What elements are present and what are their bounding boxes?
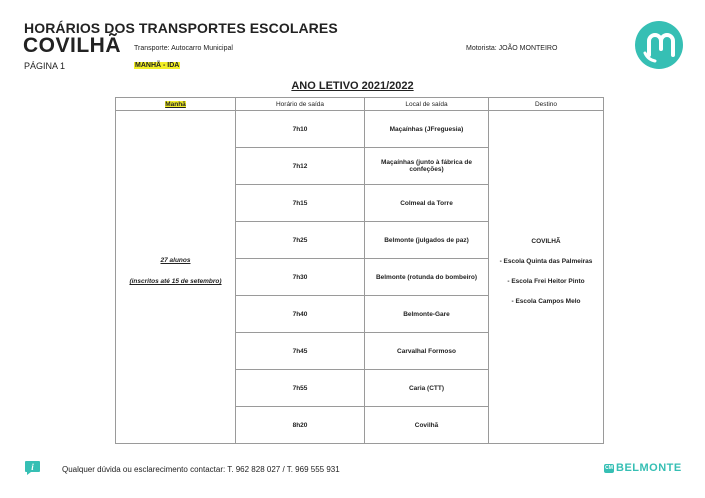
students-note: (inscritos até 15 de setembro) — [129, 278, 222, 285]
table-row — [116, 111, 604, 148]
departure-place: Belmonte-Gare — [365, 296, 489, 333]
header-departure-time: Horário de saída — [236, 98, 365, 111]
destination-cell — [489, 111, 604, 444]
students-cell — [116, 111, 236, 444]
contact-info: Qualquer dúvida ou esclarecimento contactar: T. 962 828 027 / T. 969 555 931 — [62, 465, 340, 474]
header-shift: Manhã — [116, 98, 236, 111]
departure-place: Covilhã — [365, 407, 489, 444]
shift-badge: MANHÃ - IDA — [135, 62, 180, 69]
header-destination: Destino — [489, 98, 604, 111]
belmonte-brand — [604, 462, 682, 474]
departure-time: 7h15 — [236, 185, 365, 222]
city-name: COVILHÃ — [23, 34, 121, 57]
info-icon — [24, 460, 41, 476]
destination-school: - Escola Campos Melo — [511, 298, 581, 305]
departure-place: Colmeal da Torre — [365, 185, 489, 222]
departure-time: 7h25 — [236, 222, 365, 259]
departure-place: Maçaínhas (JFreguesia) — [365, 111, 489, 148]
departure-time: 7h40 — [236, 296, 365, 333]
header-departure-place: Local de saída — [365, 98, 489, 111]
destination-city: COVILHÃ — [531, 238, 561, 245]
departure-place: Belmonte (rotunda do bombeiro) — [365, 259, 489, 296]
departure-time: 7h10 — [236, 111, 365, 148]
destination-school: - Escola Frei Heitor Pinto — [507, 278, 585, 285]
brand-mark-icon: CM — [605, 464, 613, 471]
schedule-table — [115, 97, 604, 444]
destination-school: - Escola Quinta das Palmeiras — [499, 258, 593, 265]
driver-name: Motorista: JOÃO MONTEIRO — [466, 45, 558, 52]
document-title: HORÁRIOS DOS TRANSPORTES ESCOLARES — [24, 20, 338, 36]
departure-place: Caria (CTT) — [365, 370, 489, 407]
belmonte-logo-icon — [633, 19, 685, 71]
svg-text:i: i — [31, 462, 34, 472]
departure-time: 7h45 — [236, 333, 365, 370]
departure-place: Belmonte (julgados de paz) — [365, 222, 489, 259]
table-header-row — [116, 98, 604, 111]
departure-time: 7h30 — [236, 259, 365, 296]
school-year-heading: ANO LETIVO 2021/2022 — [291, 80, 414, 92]
transport-type: Transporte: Autocarro Municipal — [134, 45, 233, 52]
departure-time: 7h12 — [236, 148, 365, 185]
departure-place: Carvalhal Formoso — [365, 333, 489, 370]
departure-place: Maçaínhas (junto à fábrica de confeções) — [365, 148, 489, 185]
page-number: PÁGINA 1 — [24, 61, 66, 71]
departure-time: 8h20 — [236, 407, 365, 444]
students-count: 27 alunos — [160, 257, 191, 264]
brand-name: BELMONTE — [616, 462, 682, 474]
departure-time: 7h55 — [236, 370, 365, 407]
